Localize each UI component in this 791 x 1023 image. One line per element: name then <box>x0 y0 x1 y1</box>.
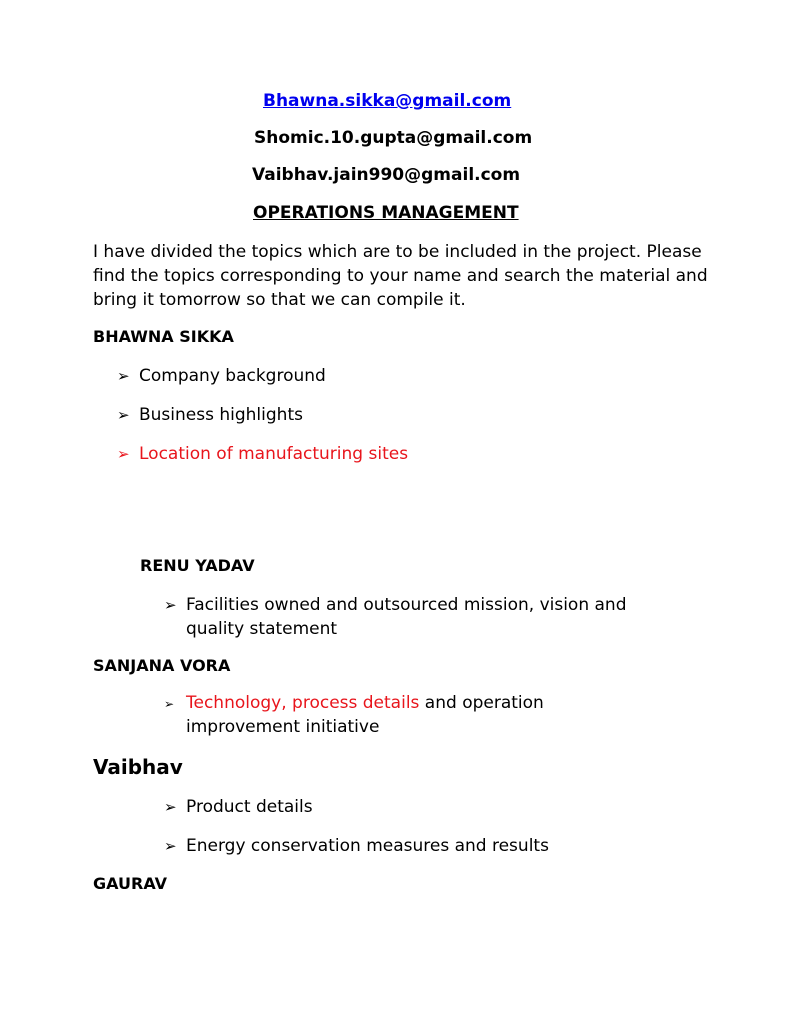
list-item-text: Location of manufacturing sites <box>139 444 409 464</box>
email-link-bhawna[interactable]: Bhawna.sikka@gmail.com <box>263 91 512 111</box>
arrowhead-bullet-icon: ➢ <box>164 837 177 855</box>
list-item <box>117 442 717 466</box>
list-item <box>164 795 684 819</box>
list-item <box>117 403 717 427</box>
list-item <box>117 364 717 388</box>
section-name-renu: RENU YADAV <box>140 556 255 575</box>
list-item <box>164 834 684 858</box>
list-item-text: Product details <box>186 797 313 817</box>
arrowhead-bullet-icon: ➢ <box>117 367 130 385</box>
list-item <box>164 691 684 739</box>
section-name-sanjana: SANJANA VORA <box>93 656 231 675</box>
email-vaibhav: Vaibhav.jain990@gmail.com <box>252 165 521 185</box>
list-item <box>164 593 684 641</box>
arrowhead-bullet-icon: ➢ <box>164 697 175 711</box>
arrowhead-bullet-icon: ➢ <box>117 445 130 463</box>
list-item-text: Facilities owned and outsourced mission, vision and quality statement <box>186 595 627 639</box>
email-shomic: Shomic.10.gupta@gmail.com <box>254 128 533 148</box>
item-rest-text: and operation improvement initiative <box>186 693 544 737</box>
arrowhead-bullet-icon: ➢ <box>164 798 177 816</box>
list-item-text: Company background <box>139 366 326 386</box>
intro-paragraph: I have divided the topics which are to be included in the project. Please find the topics corresponding to your name and search the material and bring it tomorrow so that we can compile it. <box>93 242 708 310</box>
list-item-text: Business highlights <box>139 405 303 425</box>
section-name-gaurav: GAURAV <box>93 874 168 893</box>
list-item-text: Energy conservation measures and results <box>186 836 549 856</box>
document-title: OPERATIONS MANAGEMENT <box>253 203 519 223</box>
section-name-vaibhav: Vaibhav <box>93 755 183 779</box>
list-item-text <box>186 691 606 739</box>
section-name-bhawna: BHAWNA SIKKA <box>93 327 234 346</box>
highlighted-text: Technology, process details <box>186 693 420 713</box>
arrowhead-bullet-icon: ➢ <box>164 596 177 614</box>
arrowhead-bullet-icon: ➢ <box>117 406 130 424</box>
